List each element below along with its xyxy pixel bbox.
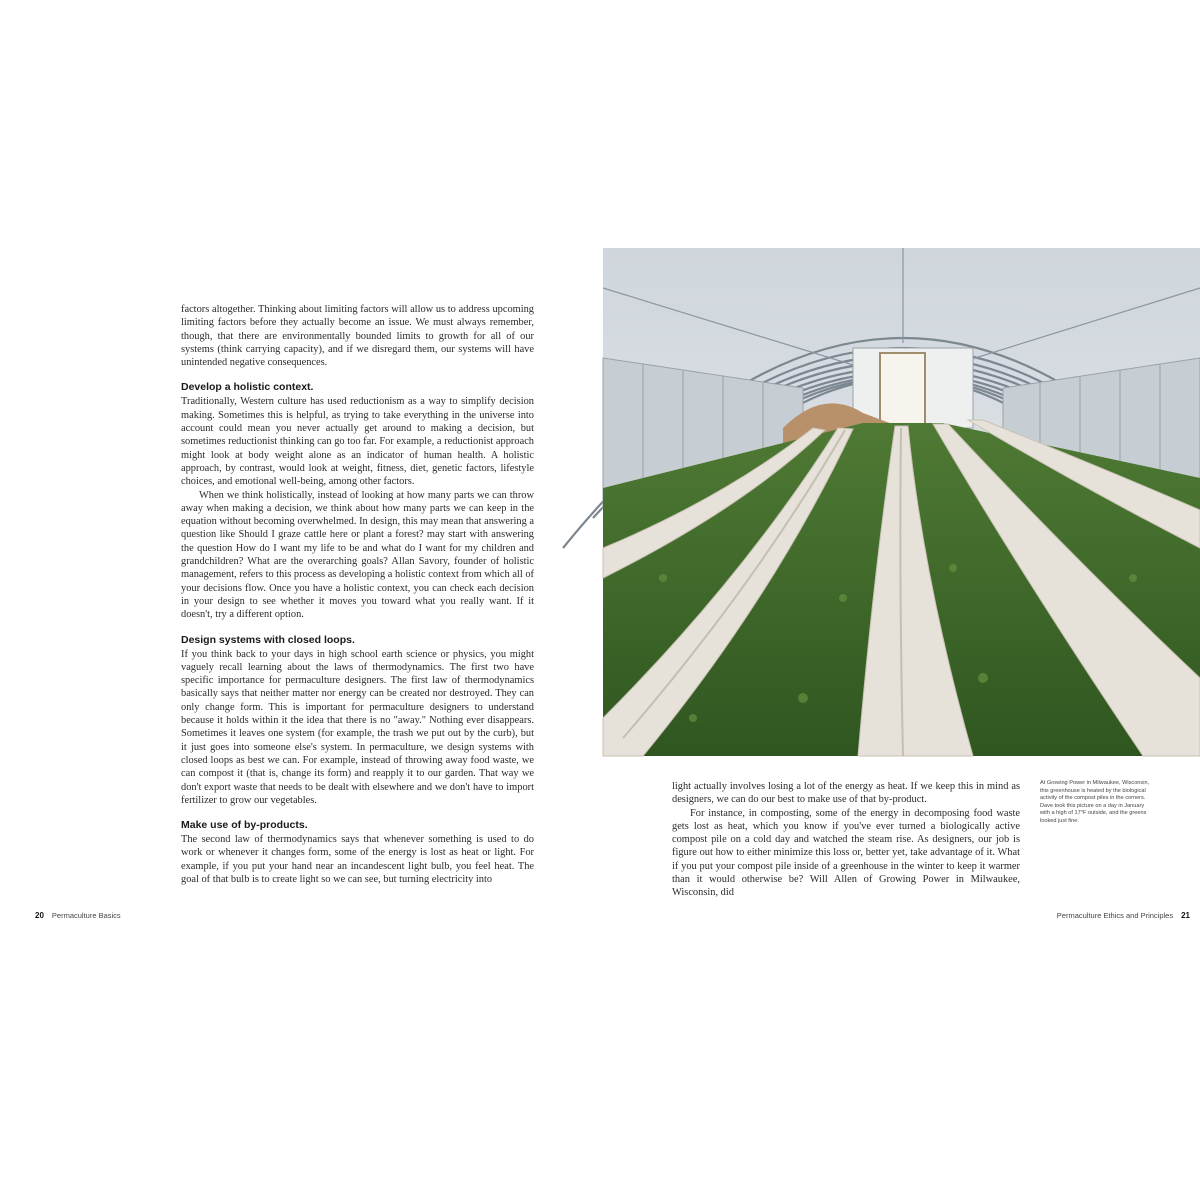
heading-holistic-context: Develop a holistic context. (181, 381, 314, 394)
paragraph: The second law of thermodynamics says that whenever something is used to do work or whenever it changes form, some of the energy is lost as heat or light. For example, if you put your hand near an incandescent light bulb, you feel heat. The goal of that bulb is to create light so we can see, but turning electricity into (181, 834, 534, 885)
right-running-title: Permaculture Ethics and Principles (1056, 911, 1174, 920)
left-text-column (181, 303, 534, 885)
right-page-number: 21 (1181, 911, 1190, 920)
paragraph: For instance, in composting, some of the energy in decomposing food waste gets lost as heat, which you know if you've ever turned a biologically active compost pile on a cold day and watched the steam rise. As designers, our job is figure out how to either minimize this loss or, better yet, take advantage of it. What if you put your compost pile inside of a greenhouse in the winter to keep it warmer than it would otherwise be? Will Allen of Growing Power in Milwaukee, Wisconsin, did (672, 807, 1020, 899)
photo-caption: At Growing Power in Milwaukee, Wisconsin, this greenhouse is heated by the biological activity of the compost piles in the corners. Dave took this picture on a day in January with a high of 17°F outside, and the greens looked just fine. (1040, 780, 1150, 824)
greenhouse-illustration (603, 248, 1200, 756)
greenhouse-photo (603, 248, 1200, 756)
paragraph: When we think holistically, instead of looking at how many parts we can throw away when making a decision, we think about how many parts we can keep in the equation without becoming overwhelmed. In design, this may mean that answering a question like Should I graze cattle here or plant a forest? may start with answering the question How do I want my life to be and what do I want for my children and grandchildren? What are the overarching goals? Allan Savory, founder of holistic management, refers to this process as developing a holistic context from which all of your decisions flow. Once you have a holistic context, you can check each decision in your design to see whether it moves you toward what you really want. If it doesn't, try a different option. (181, 489, 534, 621)
right-page-footer (1057, 911, 1190, 920)
left-running-title: Permaculture Basics (51, 911, 121, 920)
intro-paragraph: factors altogether. Thinking about limiting factors will allow us to address upcoming limiting factors before they actually become an issue. We must always remember, though, that there are environmentally bounded limits to growth for all of our systems (think carrying capacity), and if we disregard them, our systems will have unintended negative consequences. (181, 304, 534, 369)
right-text-column (672, 780, 1020, 899)
left-page-number: 20 (35, 911, 44, 920)
paragraph: Traditionally, Western culture has used reductionism as a way to simplify decision making. Sometimes this is helpful, as trying to take everything in the universe into account could mean you never actually get around to making a decision, but sometimes reductionist thinking can go too far. For example, a reductionist approach might look at body weight alone as an indicator of human health. A holistic approach, by contrast, would look at weight, fitness, diet, genetic factors, lifestyle choices, and emotional well-being, among other factors. (181, 396, 534, 488)
paragraph: If you think back to your days in high school earth science or physics, you might vaguely recall learning about the laws of thermodynamics. The first two have specific importance for permaculture designers. The first law of thermodynamics basically says that neither matter nor energy can be created nor destroyed. They can only change form. This is important for permaculture designers to understand because it holds within it the idea that there is no "away." Nothing ever disappears. Sometimes it leaves one system (for example, the trash we put out by the curb), but it just goes into someone else's system. In permaculture, we design systems with closed loops as best we can. For example, instead of throwing away food waste, we can compost it (that is, change its form) and reapply it to our garden. That way we don't export waste that needs to be dealt with elsewhere and we don't have to import fertilizer to grow our vegetables. (181, 648, 534, 806)
heading-by-products: Make use of by-products. (181, 819, 308, 832)
left-page-footer (35, 911, 121, 920)
heading-closed-loops: Design systems with closed loops. (181, 633, 355, 646)
paragraph: light actually involves losing a lot of the energy as heat. If we keep this in mind as designers, we can do our best to make use of that by-product. (672, 781, 1020, 806)
